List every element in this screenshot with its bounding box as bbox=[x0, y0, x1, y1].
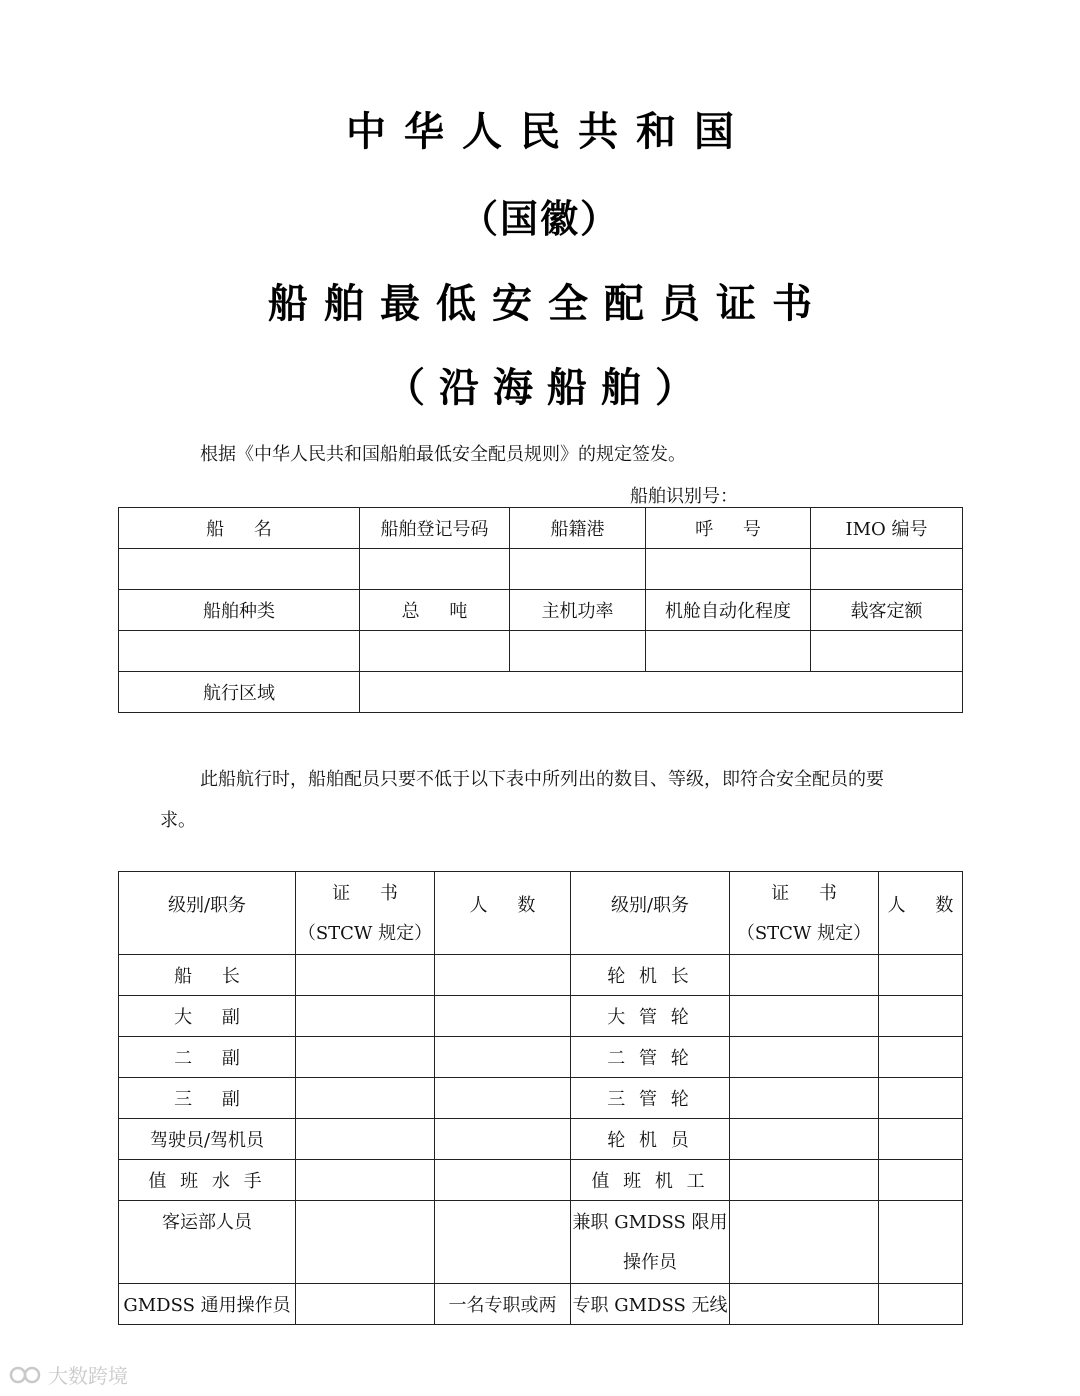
rank-chief-engineer: 轮 机 长 bbox=[571, 955, 730, 996]
cert-cell bbox=[296, 1119, 435, 1160]
passenger-capacity-header: 载客定额 bbox=[811, 590, 963, 631]
gross-tonnage-header: 总 吨 bbox=[360, 590, 510, 631]
ship-type-header: 船舶种类 bbox=[119, 590, 360, 631]
deck-certificate-header bbox=[296, 872, 435, 955]
cert-cell bbox=[296, 1284, 435, 1325]
navigation-area-header: 航行区域 bbox=[119, 672, 360, 713]
navigation-area-cell bbox=[360, 672, 963, 713]
certificate-title: 船舶最低安全配员证书 bbox=[268, 281, 828, 327]
port-of-registry-header: 船籍港 bbox=[510, 508, 646, 549]
crew-requirements-table bbox=[118, 871, 963, 1325]
certificate-subtitle: （沿海船舶） bbox=[385, 365, 709, 411]
emblem-placeholder: （国徽） bbox=[459, 197, 620, 241]
count-cell bbox=[879, 1037, 963, 1078]
passenger-capacity-cell bbox=[811, 631, 963, 672]
gmdss-count-note: 一名专职或两 bbox=[435, 1284, 571, 1325]
rank-watch-seaman: 值 班 水 手 bbox=[119, 1160, 296, 1201]
manning-requirement-text: 此船航行时，船舶配员只要不低于以下表中所列出的数目、等级，即符合安全配员的要 bbox=[200, 769, 884, 790]
rank-third-engineer: 二 管 轮 bbox=[571, 1037, 730, 1078]
count-cell bbox=[435, 1037, 571, 1078]
watermark-logo-icon bbox=[8, 1363, 44, 1387]
cert-cell bbox=[730, 1201, 879, 1284]
cert-cell bbox=[730, 1078, 879, 1119]
imo-number-header: IMO 编号 bbox=[811, 508, 963, 549]
registration-number-cell bbox=[360, 549, 510, 590]
count-cell bbox=[879, 1284, 963, 1325]
count-cell bbox=[435, 1078, 571, 1119]
watermark-text: 大数跨境 bbox=[48, 1364, 128, 1388]
registration-number-header: 船舶登记号码 bbox=[360, 508, 510, 549]
cert-cell bbox=[296, 1078, 435, 1119]
cert-cell bbox=[296, 1037, 435, 1078]
engine-count-header: 人 数 bbox=[879, 872, 963, 955]
rank-chief-officer: 大 副 bbox=[119, 996, 296, 1037]
cert-cell bbox=[730, 1160, 879, 1201]
engine-rank-header: 级别/职务 bbox=[571, 872, 730, 955]
rank-passenger-staff: 客运部人员 bbox=[119, 1201, 296, 1284]
deck-count-header: 人 数 bbox=[435, 872, 571, 955]
count-cell bbox=[879, 1201, 963, 1284]
cert-cell bbox=[296, 1160, 435, 1201]
rank-fulltime-gmdss: 专职 GMDSS 无线 bbox=[571, 1284, 730, 1325]
rank-parttime-gmdss bbox=[571, 1201, 730, 1284]
country-title: 中华人民共和国 bbox=[346, 109, 752, 155]
rank-third-officer: 三 副 bbox=[119, 1078, 296, 1119]
count-cell bbox=[435, 1119, 571, 1160]
cert-cell bbox=[296, 1201, 435, 1284]
watermark bbox=[8, 1360, 128, 1389]
count-cell bbox=[879, 1078, 963, 1119]
rank-master: 船 长 bbox=[119, 955, 296, 996]
imo-number-cell bbox=[811, 549, 963, 590]
engine-power-header: 主机功率 bbox=[510, 590, 646, 631]
call-sign-header: 呼 号 bbox=[646, 508, 811, 549]
count-cell bbox=[879, 1119, 963, 1160]
cert-cell bbox=[730, 996, 879, 1037]
rank-second-officer: 二 副 bbox=[119, 1037, 296, 1078]
engine-room-automation-cell bbox=[646, 631, 811, 672]
rank-parttime-gmdss-line2: 操作员 bbox=[623, 1252, 677, 1273]
cert-cell bbox=[730, 1037, 879, 1078]
rank-watch-motorman: 值 班 机 工 bbox=[571, 1160, 730, 1201]
deck-certificate-label: 证 书 bbox=[332, 883, 398, 904]
rank-navigator: 驾驶员/驾机员 bbox=[119, 1119, 296, 1160]
count-cell bbox=[879, 1160, 963, 1201]
ship-name-cell bbox=[119, 549, 360, 590]
deck-certificate-note: （STCW 规定） bbox=[297, 923, 433, 944]
rank-parttime-gmdss-line1: 兼职 GMDSS 限用 bbox=[572, 1212, 728, 1233]
engine-certificate-header bbox=[730, 872, 879, 955]
cert-cell bbox=[730, 1284, 879, 1325]
ship-type-cell bbox=[119, 631, 360, 672]
count-cell bbox=[879, 955, 963, 996]
engine-power-cell bbox=[510, 631, 646, 672]
ship-info-table bbox=[118, 507, 963, 713]
cert-cell bbox=[730, 1119, 879, 1160]
port-of-registry-cell bbox=[510, 549, 646, 590]
deck-rank-header: 级别/职务 bbox=[119, 872, 296, 955]
rank-second-engineer: 大 管 轮 bbox=[571, 996, 730, 1037]
rank-engineer: 轮 机 员 bbox=[571, 1119, 730, 1160]
ship-name-header: 船 名 bbox=[119, 508, 360, 549]
count-cell bbox=[879, 996, 963, 1037]
engine-certificate-label: 证 书 bbox=[771, 883, 837, 904]
count-cell bbox=[435, 1160, 571, 1201]
rank-fourth-engineer: 三 管 轮 bbox=[571, 1078, 730, 1119]
engine-room-automation-header: 机舱自动化程度 bbox=[646, 590, 811, 631]
engine-certificate-note: （STCW 规定） bbox=[736, 923, 872, 944]
cert-cell bbox=[296, 955, 435, 996]
cert-cell bbox=[296, 996, 435, 1037]
count-cell bbox=[435, 996, 571, 1037]
issuance-basis-text: 根据《中华人民共和国船舶最低安全配员规则》的规定签发。 bbox=[200, 444, 686, 465]
ship-id-label: 船舶识别号： bbox=[630, 486, 738, 507]
call-sign-cell bbox=[646, 549, 811, 590]
cert-cell bbox=[730, 955, 879, 996]
manning-requirement-text-cont: 求。 bbox=[160, 810, 196, 831]
count-cell bbox=[435, 1201, 571, 1284]
gross-tonnage-cell bbox=[360, 631, 510, 672]
rank-gmdss-general-operator: GMDSS 通用操作员 bbox=[119, 1284, 296, 1325]
count-cell bbox=[435, 955, 571, 996]
